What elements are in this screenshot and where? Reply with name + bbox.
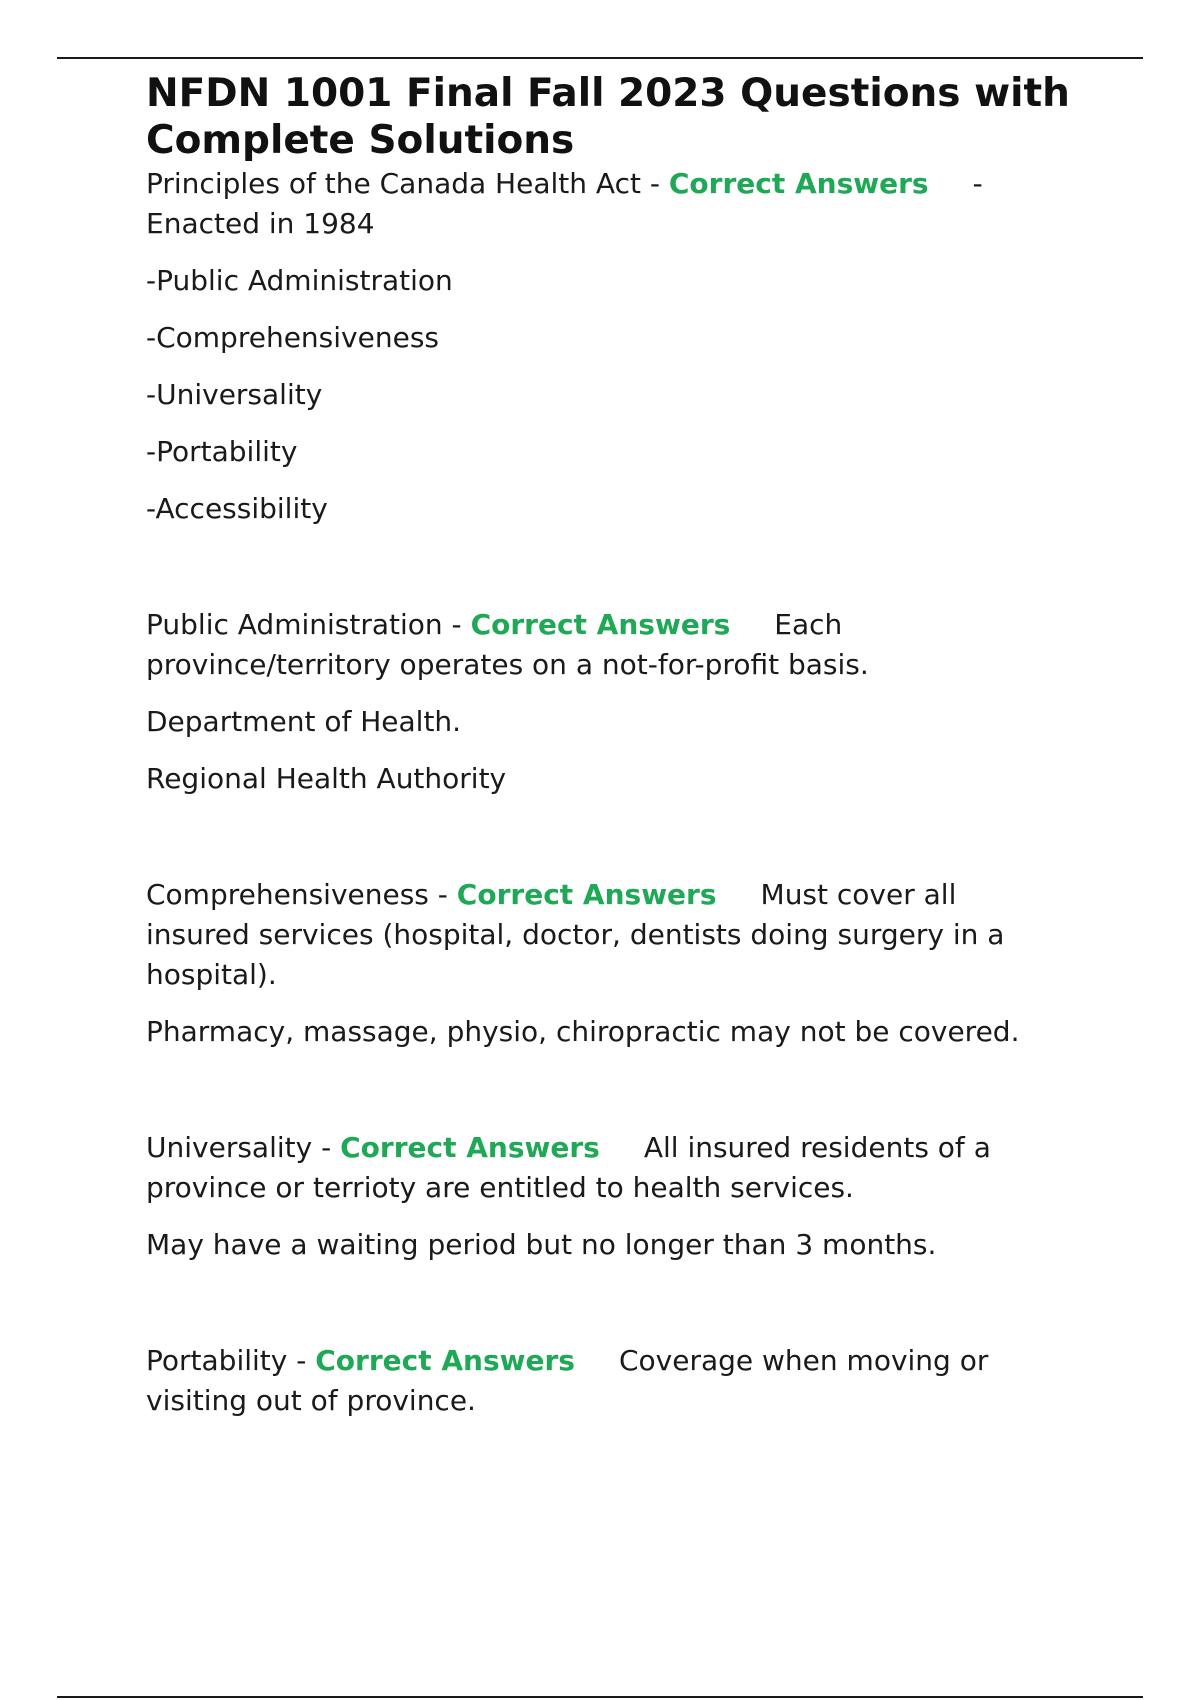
- answer-line: Regional Health Authority: [146, 762, 507, 795]
- answer-line: Pharmacy, massage, physio, chiropractic may not be covered.: [146, 1015, 1020, 1048]
- answer-line: -Universality: [146, 378, 323, 411]
- answer-text-continued: province/territory operates on a not-for-profit basis.: [146, 648, 869, 681]
- answer-text: -: [972, 167, 983, 200]
- correct-answers-label: Correct Answers: [456, 878, 717, 911]
- answer-text-continued: insured services (hospital, doctor, dentists doing surgery in a hospital).: [146, 918, 1005, 991]
- answer-text: All insured residents of a: [643, 1131, 991, 1164]
- qa-section-portability: [146, 1341, 1096, 1421]
- answer-text-continued: visiting out of province.: [146, 1384, 476, 1417]
- answer-text-continued: province or terrioty are entitled to health services.: [146, 1171, 854, 1204]
- qa-section-universality: [146, 1128, 1096, 1265]
- correct-answers-label: Correct Answers: [340, 1131, 600, 1164]
- answer-line: -Comprehensiveness: [146, 321, 439, 354]
- qa-question: [146, 605, 1096, 685]
- qa-question: [146, 1128, 1096, 1208]
- question-text: Principles of the Canada Health Act -: [146, 167, 669, 200]
- footer-rule: [57, 1696, 1143, 1698]
- header-rule: [57, 57, 1143, 59]
- answer-text: Must cover all: [760, 878, 957, 911]
- answer-line: Department of Health.: [146, 705, 462, 738]
- qa-section-principles: [146, 164, 1096, 529]
- answer-line: -Portability: [146, 435, 298, 468]
- question-text: Portability -: [146, 1344, 316, 1377]
- qa-question: [146, 1341, 1096, 1421]
- document-title: NFDN 1001 Final Fall 2023 Questions with Complete Solutions: [146, 71, 1070, 163]
- question-text: Comprehensiveness -: [146, 878, 457, 911]
- correct-answers-label: Correct Answers: [470, 608, 731, 641]
- question-text: Public Administration -: [146, 608, 471, 641]
- answer-text-continued: Enacted in 1984: [146, 207, 375, 240]
- answer-line: -Public Administration: [146, 264, 453, 297]
- answer-text: Coverage when moving or: [618, 1344, 989, 1377]
- correct-answers-label: Correct Answers: [315, 1344, 575, 1377]
- answer-line: -Accessibility: [146, 492, 328, 525]
- answer-text: Each: [774, 608, 843, 641]
- qa-section-public-administration: [146, 605, 1096, 799]
- qa-question: [146, 875, 1096, 995]
- correct-answers-label: Correct Answers: [668, 167, 929, 200]
- qa-question: [146, 164, 1096, 244]
- document-body: [146, 70, 1096, 1421]
- question-text: Universality -: [146, 1131, 341, 1164]
- answer-line: May have a waiting period but no longer than 3 months.: [146, 1228, 937, 1261]
- qa-section-comprehensiveness: [146, 875, 1096, 1052]
